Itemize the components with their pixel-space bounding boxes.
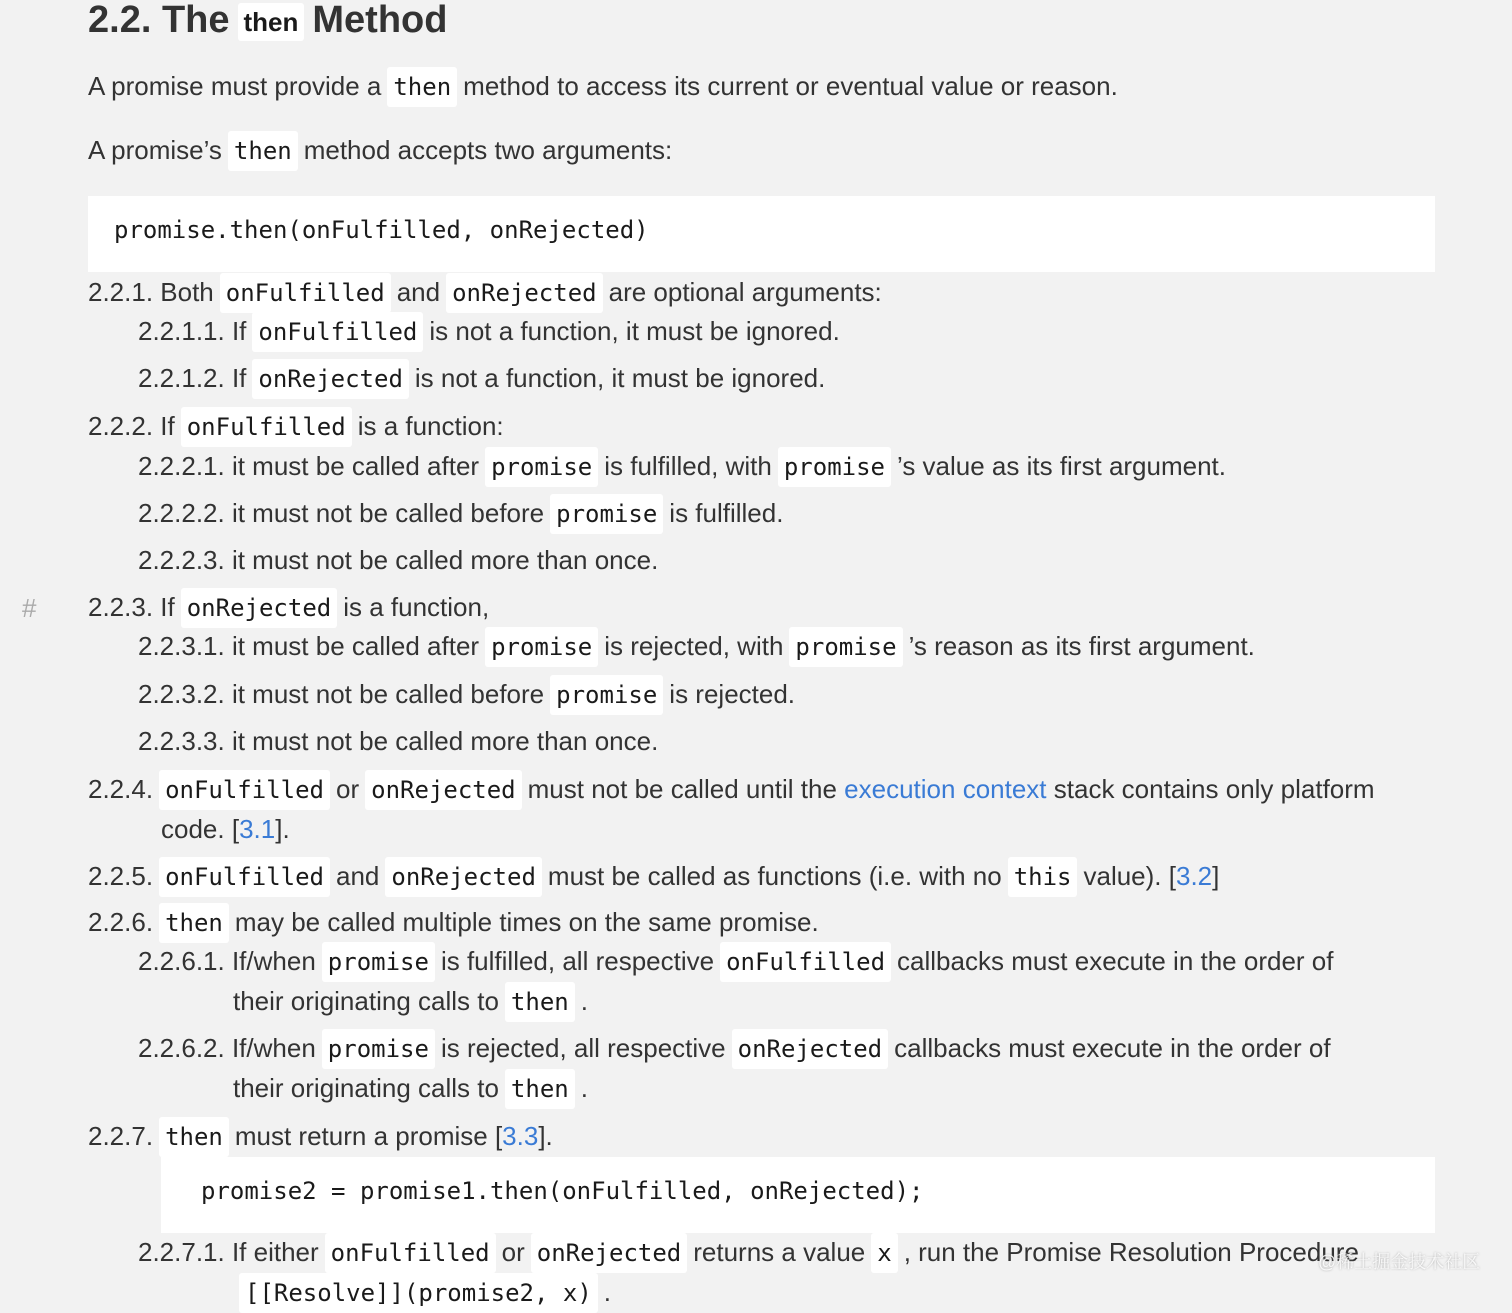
inline-code: onFulfilled bbox=[252, 312, 423, 352]
item-text: their originating calls to bbox=[233, 986, 499, 1016]
intro2-text-a: A promise’s bbox=[88, 135, 222, 165]
inline-code: promise bbox=[778, 447, 891, 487]
item-2-2-7-1 bbox=[138, 1232, 1359, 1273]
item-2-2-2-1 bbox=[138, 446, 1226, 487]
inline-code: onRejected bbox=[365, 770, 522, 810]
code-block-promise2: promise2 = promise1.then(onFulfilled, onRejected); bbox=[161, 1157, 1435, 1233]
inline-code: then bbox=[505, 982, 575, 1022]
section-heading bbox=[88, 0, 447, 48]
inline-code: promise bbox=[789, 627, 902, 667]
item-number: 2.2.6.1. If/when bbox=[138, 946, 316, 976]
inline-code: promise bbox=[485, 447, 598, 487]
execution-context-link[interactable]: execution context bbox=[844, 774, 1047, 804]
item-text: or bbox=[336, 774, 360, 804]
item-text: value). [ bbox=[1083, 861, 1176, 891]
item-text: and bbox=[336, 861, 380, 891]
heading-prefix: 2.2. The bbox=[88, 0, 230, 41]
item-text: ’s reason as its first argument. bbox=[908, 631, 1255, 661]
item-2-2-3-3 bbox=[138, 721, 658, 761]
ref-3-2-link[interactable]: 3.2 bbox=[1175, 861, 1213, 891]
item-2-2-1-2 bbox=[138, 358, 825, 399]
intro-paragraph-1 bbox=[88, 66, 1118, 107]
inline-code: promise bbox=[485, 627, 598, 667]
item-text: their originating calls to bbox=[233, 1073, 499, 1103]
inline-code: onRejected bbox=[385, 857, 542, 897]
item-text: stack contains only platform bbox=[1053, 774, 1375, 804]
item-text: must be called as functions (i.e. with no bbox=[547, 861, 1002, 891]
heading-suffix: Method bbox=[312, 0, 448, 41]
heading-code: then bbox=[238, 3, 305, 41]
item-number: 2.2.6.2. If/when bbox=[138, 1033, 316, 1063]
section-anchor-link[interactable]: # bbox=[22, 593, 37, 623]
item-text: and bbox=[396, 277, 441, 307]
inline-code: promise bbox=[550, 494, 663, 534]
inline-code: then bbox=[159, 903, 229, 943]
item-text: is rejected, with bbox=[604, 631, 784, 661]
inline-code: onFulfilled bbox=[720, 942, 891, 982]
item-2-2-6-2-continued bbox=[233, 1068, 588, 1109]
item-text: must return a promise [ bbox=[234, 1121, 503, 1151]
item-text: ’s value as its first argument. bbox=[897, 451, 1227, 481]
item-text: are optional arguments: bbox=[608, 277, 882, 307]
inline-code: [[Resolve]](promise2, x) bbox=[239, 1273, 598, 1313]
item-2-2-6-2 bbox=[138, 1028, 1331, 1069]
item-number: 2.2.3.2. it must not be called before bbox=[138, 679, 545, 709]
inline-code: onFulfilled bbox=[159, 770, 330, 810]
item-text: . bbox=[580, 1073, 588, 1103]
item-2-2-2 bbox=[88, 406, 504, 447]
item-2-2-7 bbox=[88, 1116, 553, 1157]
inline-code: this bbox=[1008, 857, 1078, 897]
intro2-text-b: method accepts two arguments: bbox=[303, 135, 673, 165]
item-2-2-1-1 bbox=[138, 311, 840, 352]
item-text: may be called multiple times on the same promise. bbox=[234, 907, 819, 937]
item-number: 2.2.3.1. it must be called after bbox=[138, 631, 480, 661]
watermark: @稀土掘金技术社区 bbox=[1318, 1252, 1481, 1272]
inline-code: promise bbox=[322, 942, 435, 982]
item-text: returns a value bbox=[693, 1237, 866, 1267]
item-number: 2.2.5. bbox=[88, 861, 154, 891]
item-text: 2.2.3.3. it must not be called more than once. bbox=[138, 726, 659, 756]
item-text: is a function, bbox=[343, 592, 490, 622]
item-text: ]. bbox=[275, 814, 290, 844]
item-2-2-6-1 bbox=[138, 941, 1333, 982]
inline-code: onRejected bbox=[252, 359, 409, 399]
item-2-2-4-continued bbox=[161, 809, 290, 849]
item-2-2-7-1-continued bbox=[233, 1272, 611, 1313]
item-text: ] bbox=[1212, 861, 1220, 891]
item-number: 2.2.7. bbox=[88, 1121, 154, 1151]
inline-code: onRejected bbox=[531, 1233, 688, 1273]
item-2-2-3 bbox=[88, 587, 489, 628]
inline-code: onRejected bbox=[446, 273, 603, 313]
item-text: is fulfilled, all respective bbox=[440, 946, 715, 976]
inline-code: onFulfilled bbox=[220, 273, 391, 313]
item-2-2-2-3 bbox=[138, 540, 658, 580]
inline-code: then bbox=[505, 1069, 575, 1109]
ref-3-3-link[interactable]: 3.3 bbox=[502, 1121, 539, 1151]
intro1-text-a: A promise must provide a bbox=[88, 71, 382, 101]
item-text: callbacks must execute in the order of bbox=[897, 946, 1334, 976]
item-text: is fulfilled. bbox=[669, 498, 784, 528]
intro2-code: then bbox=[228, 131, 298, 171]
inline-code: onRejected bbox=[181, 588, 338, 628]
item-2-2-6-1-continued bbox=[233, 981, 588, 1022]
inline-code: promise bbox=[322, 1029, 435, 1069]
item-text: is not a function, it must be ignored. bbox=[414, 363, 826, 393]
item-2-2-5 bbox=[88, 856, 1219, 897]
inline-code: onFulfilled bbox=[159, 857, 330, 897]
item-2-2-6 bbox=[88, 902, 819, 943]
item-number: 2.2.4. bbox=[88, 774, 154, 804]
item-number: 2.2.1.2. If bbox=[138, 363, 247, 393]
item-text: or bbox=[501, 1237, 525, 1267]
item-number: 2.2.2.2. it must not be called before bbox=[138, 498, 545, 528]
item-text: is rejected. bbox=[669, 679, 796, 709]
intro-paragraph-2 bbox=[88, 130, 672, 171]
item-number: 2.2.2. If bbox=[88, 411, 175, 441]
item-text: callbacks must execute in the order of bbox=[894, 1033, 1331, 1063]
item-2-2-1 bbox=[88, 272, 882, 313]
item-text: is rejected, all respective bbox=[440, 1033, 726, 1063]
item-number: 2.2.1. Both bbox=[88, 277, 214, 307]
item-text: is a function: bbox=[357, 411, 504, 441]
item-text: is fulfilled, with bbox=[604, 451, 772, 481]
inline-code: then bbox=[159, 1117, 229, 1157]
intro1-text-b: method to access its current or eventual value or reason. bbox=[463, 71, 1118, 101]
item-number: 2.2.3. If bbox=[88, 592, 175, 622]
item-text: ]. bbox=[538, 1121, 553, 1151]
inline-code: onRejected bbox=[732, 1029, 889, 1069]
item-2-2-3-1 bbox=[138, 626, 1255, 667]
item-2-2-2-2 bbox=[138, 493, 783, 534]
item-number: 2.2.7.1. If either bbox=[138, 1237, 319, 1267]
item-text: must not be called until the bbox=[527, 774, 837, 804]
item-number: 2.2.1.1. If bbox=[138, 316, 247, 346]
item-text: , run the Promise Resolution Procedure bbox=[903, 1237, 1359, 1267]
item-2-2-3-2 bbox=[138, 674, 795, 715]
inline-code: onFulfilled bbox=[325, 1233, 496, 1273]
ref-3-1-link[interactable]: 3.1 bbox=[239, 814, 276, 844]
item-text: is not a function, it must be ignored. bbox=[429, 316, 840, 346]
inline-code: onFulfilled bbox=[181, 407, 352, 447]
item-text: . bbox=[603, 1277, 612, 1307]
item-text: code. [ bbox=[161, 814, 240, 844]
item-2-2-4 bbox=[88, 769, 1375, 810]
inline-code: x bbox=[871, 1233, 897, 1273]
inline-code: promise bbox=[550, 675, 663, 715]
item-number: 2.2.6. bbox=[88, 907, 154, 937]
item-text: 2.2.2.3. it must not be called more than once. bbox=[138, 545, 659, 575]
item-number: 2.2.2.1. it must be called after bbox=[138, 451, 480, 481]
code-block-then-signature: promise.then(onFulfilled, onRejected) bbox=[88, 196, 1435, 272]
intro1-code: then bbox=[387, 67, 457, 107]
item-text: . bbox=[580, 986, 588, 1016]
